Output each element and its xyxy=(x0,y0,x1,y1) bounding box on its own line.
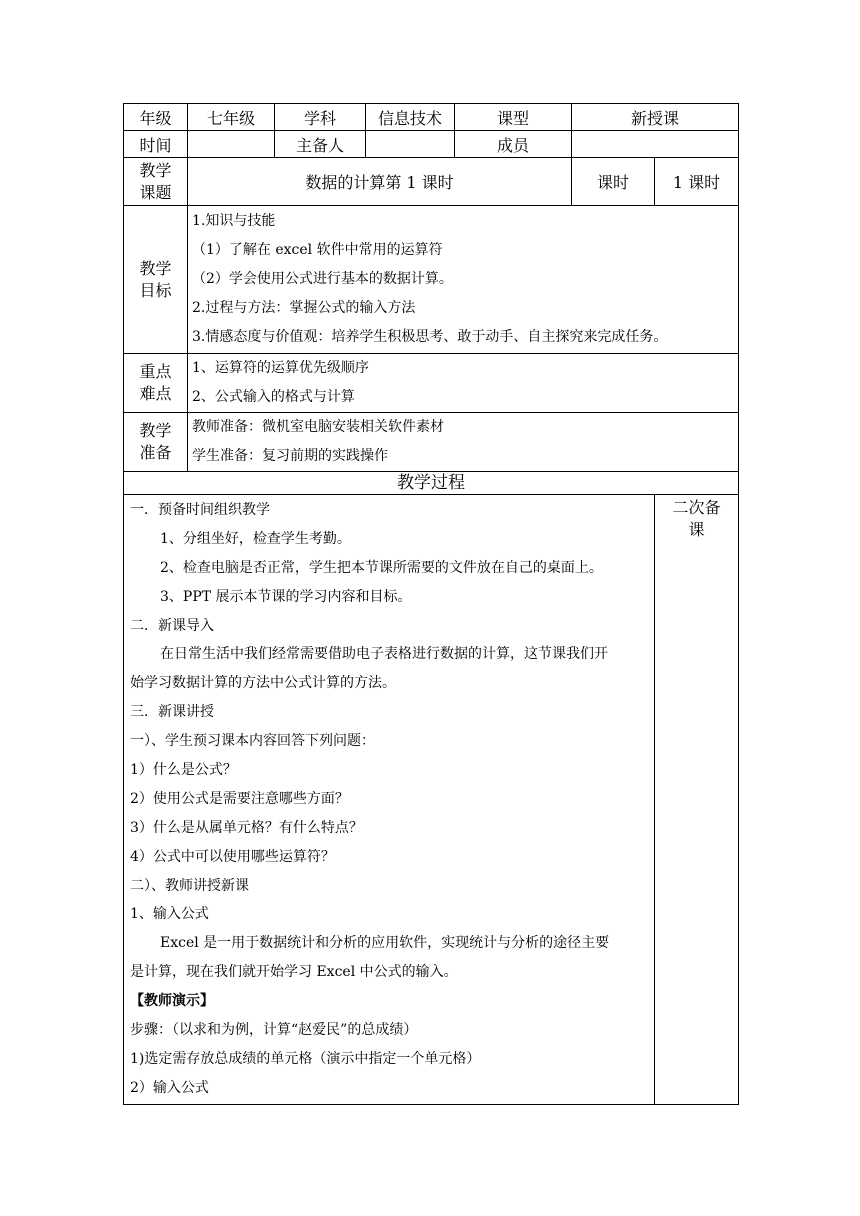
process-line: 1）什么是公式？ xyxy=(130,762,237,779)
lesson-plan-table xyxy=(123,103,739,1105)
goals-label xyxy=(124,206,188,354)
goals-line: 1.知识与技能 xyxy=(192,213,276,229)
process-line: 三．新课讲授 xyxy=(130,704,214,721)
process-line: 一）、学生预习课本内容回答下列问题： xyxy=(130,733,375,750)
preparation-content xyxy=(188,413,739,472)
process-line: 1)选定需存放总成绩的单元格（演示中指定一个单元格） xyxy=(130,1050,481,1067)
members-label: 成员 xyxy=(455,131,572,158)
period-label: 课时 xyxy=(572,158,655,206)
process-line: 一．预备时间组织教学 xyxy=(130,502,270,518)
preparation-line: 教师准备：微机室电脑安装相关软件素材 xyxy=(192,419,444,435)
topic-value: 数据的计算第 1 课时 xyxy=(188,158,572,206)
process-line: Excel 是一用于数据统计和分析的应用软件，实现统计与分析的途径主要 xyxy=(160,935,610,952)
process-title: 教学过程 xyxy=(124,472,739,495)
process-line: 1、分组坐好，检查学生考勤。 xyxy=(160,530,351,547)
goals-line: 2.过程与方法：掌握公式的输入方法 xyxy=(192,300,416,316)
preparation-label-text: 教学 准备 xyxy=(139,421,172,462)
process-line: 4）公式中可以使用哪些运算符？ xyxy=(130,848,335,865)
process-line: 1、输入公式 xyxy=(130,906,209,923)
time-value xyxy=(188,131,275,158)
key-point-line: 1、运算符的运算优先级顺序 xyxy=(192,360,369,376)
goals-label-text: 教学 目标 xyxy=(139,258,172,300)
process-line: 3、PPT 展示本节课的学习内容和目标。 xyxy=(160,588,412,605)
grade-label: 年级 xyxy=(124,104,188,131)
grade-value: 七年级 xyxy=(188,104,275,131)
process-line: 始学习数据计算的方法中公式计算的方法。 xyxy=(130,675,396,692)
key-point-line: 2、公式输入的格式与计算 xyxy=(192,389,355,405)
type-value: 新授课 xyxy=(572,104,739,131)
goals-line: （2）学会使用公式进行基本的数据计算。 xyxy=(192,271,453,287)
time-label: 时间 xyxy=(124,131,188,158)
subject-value: 信息技术 xyxy=(366,104,455,131)
period-value: 1 课时 xyxy=(655,158,739,206)
process-line: 是计算，现在我们就开始学习 Excel 中公式的输入。 xyxy=(130,964,458,981)
members-value xyxy=(572,131,739,158)
process-line-teacher-demo: 【教师演示】 xyxy=(130,993,214,1010)
process-content xyxy=(124,495,655,1105)
preparation-line: 学生准备：复习前期的实践操作 xyxy=(192,448,388,464)
key-points-label xyxy=(124,354,188,413)
process-line: 二）、教师讲授新课 xyxy=(130,877,249,894)
topic-label-text: 教学 课题 xyxy=(139,160,172,202)
process-line: 2、检查电脑是否正常，学生把本节课所需要的文件放在自己的桌面上。 xyxy=(160,559,603,576)
process-line: 2）输入公式 xyxy=(130,1079,209,1096)
lead-value xyxy=(366,131,455,158)
process-line: 在日常生活中我们经常需要借助电子表格进行数据的计算，这节课我们开 xyxy=(160,646,608,663)
process-line: 二．新课导入 xyxy=(130,617,214,634)
process-line: 步骤：（以求和为例，计算“赵爱民”的总成绩） xyxy=(130,1022,418,1039)
process-line: 3）什么是从属单元格？有什么特点？ xyxy=(130,819,363,836)
preparation-label xyxy=(124,413,188,472)
key-points-content xyxy=(188,354,739,413)
type-label: 课型 xyxy=(455,104,572,131)
goals-line: 3.情感态度与价值观：培养学生积极思考、敢于动手、自主探究来完成任务。 xyxy=(192,329,668,345)
key-points-label-text: 重点 难点 xyxy=(139,362,172,403)
lead-label: 主备人 xyxy=(275,131,366,158)
goals-content xyxy=(188,206,739,354)
second-prep-cell xyxy=(655,495,739,1105)
process-line: 2）使用公式是需要注意哪些方面？ xyxy=(130,790,349,807)
subject-label: 学科 xyxy=(275,104,366,131)
goals-line: （1）了解在 excel 软件中常用的运算符 xyxy=(192,242,443,258)
second-prep-label: 二次备 课 xyxy=(672,498,721,539)
topic-label xyxy=(124,158,188,206)
